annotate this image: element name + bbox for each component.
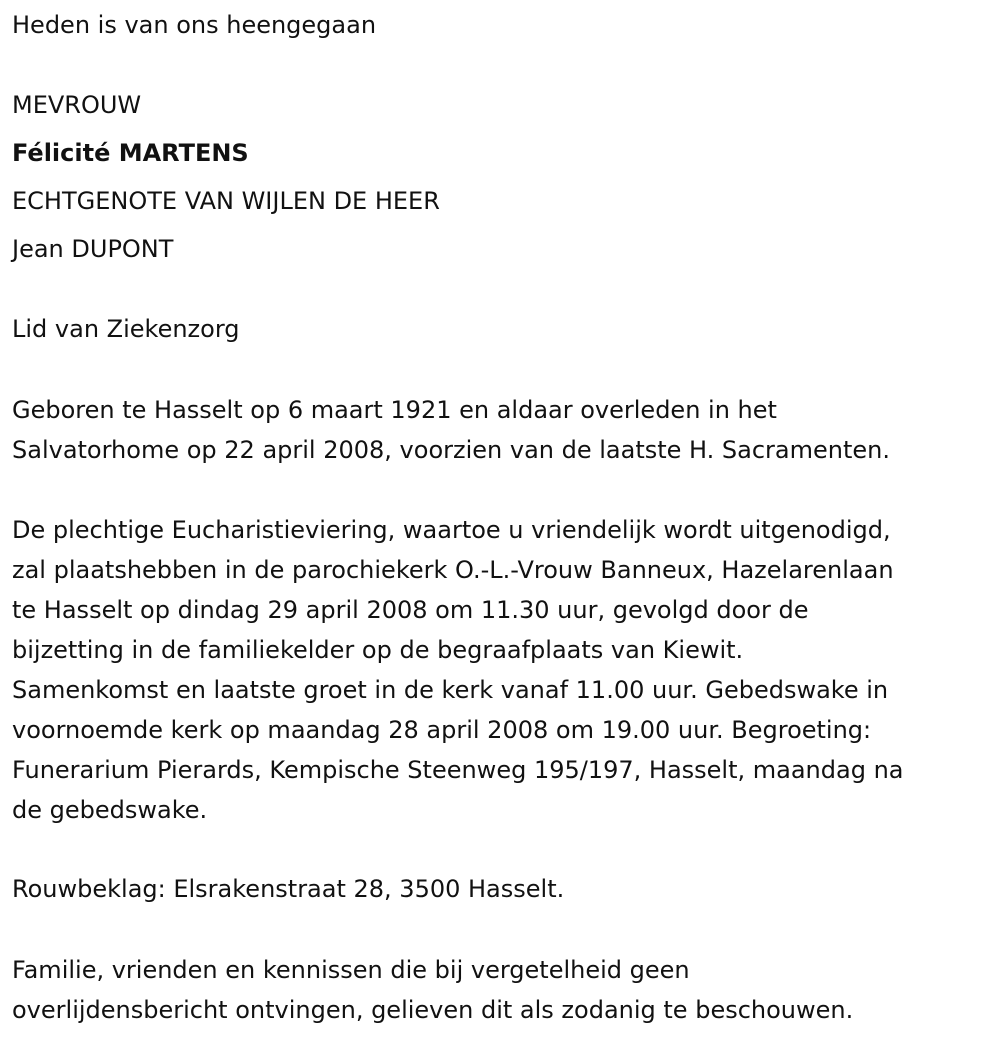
membership-text: Lid van Ziekenzorg <box>12 315 240 343</box>
honorific-title: MEVROUW <box>12 91 142 119</box>
paragraph-line: zal plaatshebben in de parochiekerk O.-L.-Vrouw Banneux, Hazelarenlaan <box>12 556 894 584</box>
paragraph-line: te Hasselt op dindag 29 april 2008 om 11.30 uur, gevolgd door de <box>12 596 809 624</box>
condolences-address: Rouwbeklag: Elsrakenstraat 28, 3500 Hasselt. <box>12 875 565 903</box>
birth-death-paragraph <box>12 390 890 470</box>
paragraph-line: overlijdensbericht ontvingen, gelieven dit als zodanig te beschouwen. <box>12 996 854 1024</box>
paragraph-line: Salvatorhome op 22 april 2008, voorzien van de laatste H. Sacramenten. <box>12 436 891 464</box>
relation-text: ECHTGENOTE VAN WIJLEN DE HEER <box>12 187 440 215</box>
paragraph-line: Geboren te Hasselt op 6 maart 1921 en aldaar overleden in het <box>12 396 777 424</box>
paragraph-line: Samenkomst en laatste groet in de kerk vanaf 11.00 uur. Gebedswake in <box>12 676 889 704</box>
ceremony-paragraph <box>12 510 904 830</box>
intro-text: Heden is van ons heengegaan <box>12 11 377 39</box>
paragraph-line: Funerarium Pierards, Kempische Steenweg 195/197, Hasselt, maandag na <box>12 756 904 784</box>
paragraph-line: voornoemde kerk op maandag 28 april 2008 om 19.00 uur. Begroeting: <box>12 716 872 744</box>
spouse-name: Jean DUPONT <box>12 235 174 263</box>
closing-paragraph <box>12 950 853 1030</box>
paragraph-line: Familie, vrienden en kennissen die bij vergetelheid geen <box>12 956 690 984</box>
paragraph-line: de gebedswake. <box>12 796 208 824</box>
paragraph-line: De plechtige Eucharistieviering, waartoe u vriendelijk wordt uitgenodigd, <box>12 516 891 544</box>
deceased-name: Félicité MARTENS <box>12 139 249 167</box>
paragraph-line: bijzetting in de familiekelder op de begraafplaats van Kiewit. <box>12 636 744 664</box>
